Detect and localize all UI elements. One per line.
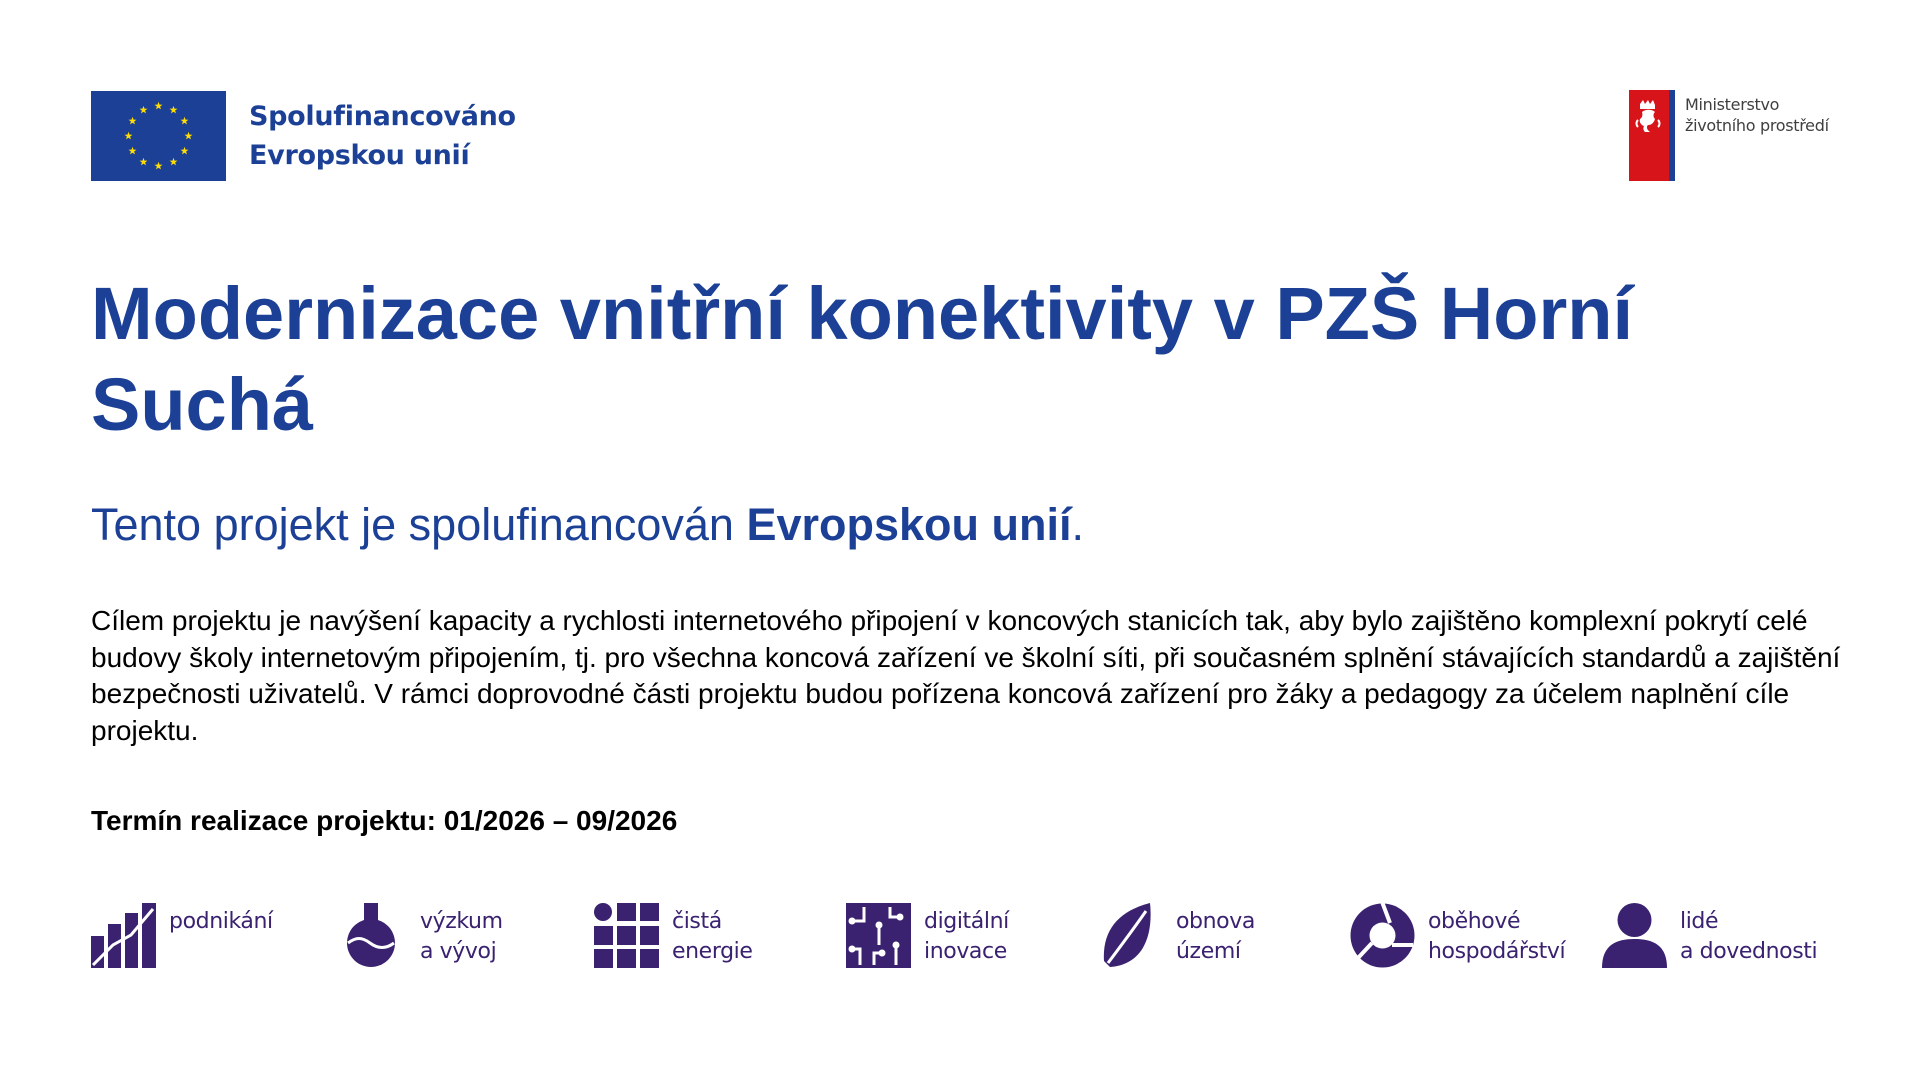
eu-flag-icon	[91, 91, 226, 181]
ministry-logo	[1629, 90, 1829, 181]
eu-text-line1: Spolufinancováno	[249, 101, 516, 132]
business-chart-icon	[91, 903, 156, 968]
person-icon	[1602, 903, 1667, 968]
category-business	[91, 903, 273, 968]
category-territorial-renewal	[1098, 903, 1255, 968]
category-circular-economy	[1350, 903, 1565, 968]
circular-arrows-icon	[1350, 903, 1415, 968]
eu-text-line2: Evropskou unií	[249, 140, 470, 171]
ministry-name-line2: životního prostředí	[1685, 116, 1829, 135]
eu-cofinanced-text	[249, 97, 516, 175]
category-digital-innovation	[846, 903, 1009, 968]
category-label: oběhové hospodářství	[1428, 909, 1566, 964]
cofinancing-statement-suffix: .	[1071, 499, 1084, 550]
project-title: Modernizace vnitřní konektivity v PZŠ Horní Suchá	[91, 272, 1634, 446]
leaf-icon	[1098, 903, 1163, 968]
cofinancing-statement-emphasis: Evropskou unií	[746, 499, 1072, 550]
project-term: Termín realizace projektu: 01/2026 – 09/2026	[91, 805, 678, 836]
project-description: Cílem projektu je navýšení kapacity a rychlosti internetového připojení v koncových stanicích tak, aby bylo zajištěno komplexní pokrytí celé budovy školy internetovým připojením, tj. pro všechna koncová zařízení ve školní síti, při současném splnění stávajících standardů a zajištění bezpečnosti uživatelů. V rámci doprovodné části projektu budou pořízena koncová zařízení pro žáky a pedagogy za účelem naplnění cíle projektu.	[91, 605, 1841, 746]
category-label: obnova území	[1176, 909, 1255, 964]
category-label: čistá energie	[672, 909, 753, 964]
category-label: podnikání	[169, 909, 273, 934]
category-clean-energy	[594, 903, 752, 968]
category-label: digitální inovace	[924, 909, 1009, 964]
cofinancing-statement-prefix: Tento projekt je spolufinancován	[91, 499, 747, 550]
ministry-name	[1685, 94, 1829, 136]
research-flask-icon	[342, 903, 407, 968]
category-label: výzkum a vývoj	[420, 909, 503, 964]
category-icon-row	[0, 903, 1920, 973]
category-research	[342, 903, 503, 968]
ministry-name-line1: Ministerstvo	[1685, 95, 1780, 114]
circuit-chip-icon	[846, 903, 911, 968]
category-label: lidé a dovednosti	[1680, 909, 1818, 964]
ministry-emblem-icon	[1629, 90, 1675, 181]
category-people-skills	[1602, 903, 1817, 968]
eu-cofinanced-logo	[91, 91, 516, 181]
solar-panel-grid-icon	[594, 903, 659, 968]
cofinancing-statement	[91, 497, 1084, 553]
